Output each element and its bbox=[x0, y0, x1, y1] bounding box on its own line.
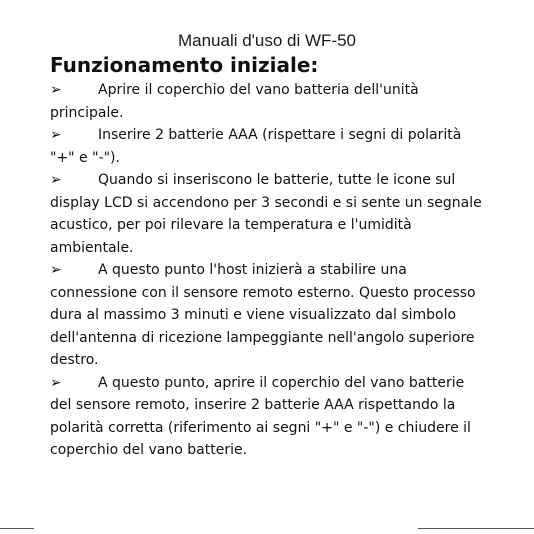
step-text: A questo punto l'host inizierà a stabilire una connessione con il sensore remoto esterno. Questo processo dura al massimo 3 minuti e viene visualizzato dal simbolo dell'antenna di ricezione lampeggiante nell'angolo superiore destro. bbox=[50, 262, 476, 368]
step-text: Inserire 2 batterie AAA (rispettare i segni di polarità "+" e "-"). bbox=[50, 127, 462, 166]
step-item bbox=[50, 372, 490, 462]
step-text: Quando si inseriscono le batterie, tutte le icone sul display LCD si accendono per 3 secondi e si sente un segnale acustico, per poi rilevare la temperatura e l'umidità ambientale. bbox=[50, 172, 482, 256]
step-item bbox=[50, 124, 490, 169]
footer-rule-left bbox=[0, 528, 34, 529]
arrow-bullet-icon: ➢ bbox=[50, 172, 62, 188]
step-text: A questo punto, aprire il coperchio del vano batterie del sensore remoto, inserire 2 batterie AAA rispettando la polarità corretta (riferimento ai segni "+" e "-") e chiudere il coperchio del vano batterie. bbox=[50, 374, 471, 458]
footer-rule-right bbox=[418, 528, 534, 529]
document-header: Manuali d'uso di WF-50 bbox=[177, 31, 357, 50]
arrow-bullet-icon: ➢ bbox=[50, 262, 62, 278]
steps-list bbox=[50, 79, 490, 462]
step-text: Aprire il coperchio del vano batteria dell'unità principale. bbox=[50, 82, 419, 121]
step-item bbox=[50, 79, 490, 124]
step-item bbox=[50, 169, 490, 259]
section-title: Funzionamento iniziale: bbox=[50, 53, 319, 77]
arrow-bullet-icon: ➢ bbox=[50, 82, 62, 98]
step-item bbox=[50, 259, 490, 372]
arrow-bullet-icon: ➢ bbox=[50, 127, 62, 143]
arrow-bullet-icon: ➢ bbox=[50, 374, 62, 391]
